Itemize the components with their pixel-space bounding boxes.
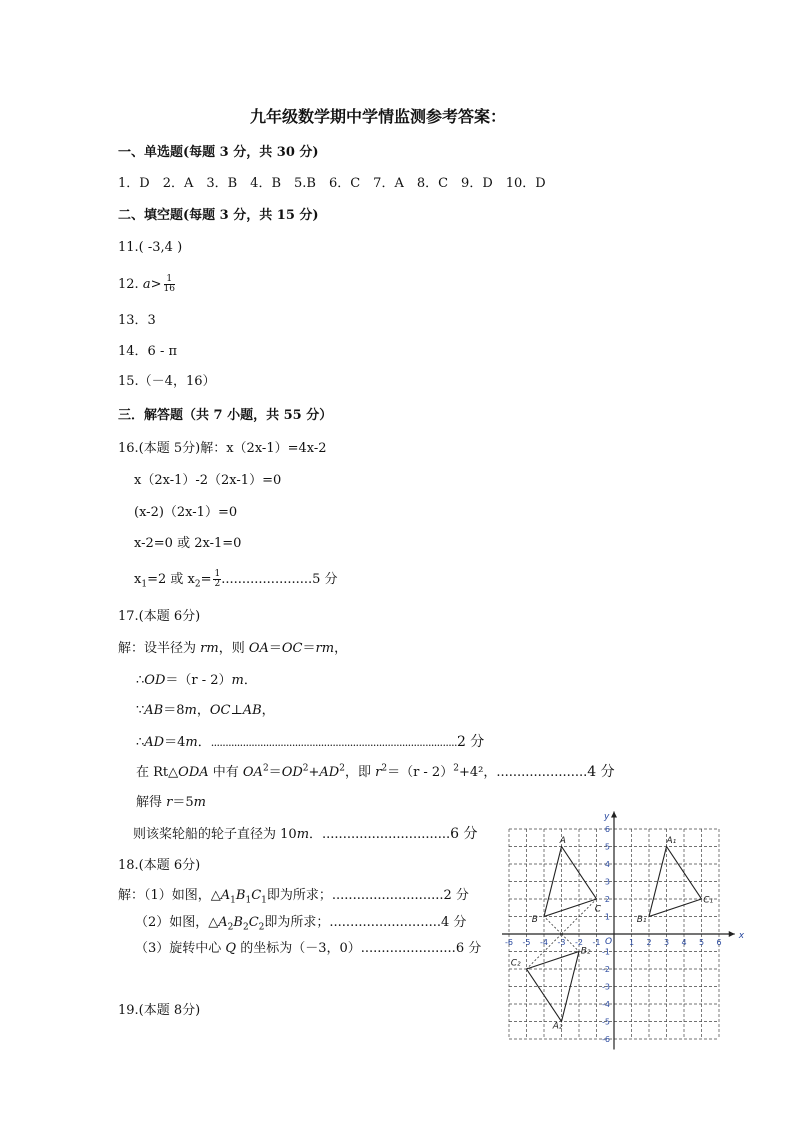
q17-line-6: [136, 795, 206, 811]
y-tick-label: -2: [602, 965, 610, 974]
leader-dots: .....................................................................................: [210, 736, 457, 749]
q17-line-7: [133, 826, 478, 843]
section-1-heading: 一、单选题(每题 3 分，共 30 分): [118, 145, 319, 160]
text: ∴: [136, 735, 145, 750]
text: 的坐标为（－3，0）: [236, 941, 361, 956]
section-3-heading: 三．解答题（共 7 小题，共 55 分）: [118, 408, 333, 423]
subscript: 2: [242, 922, 249, 933]
x-tick-label: 5: [698, 938, 705, 947]
text: ∴: [136, 673, 145, 688]
var: OC: [209, 703, 231, 718]
q17-heading: 17.(本题 6分): [118, 609, 201, 624]
page-title: 九年级数学期中学情监测参考答案：: [250, 107, 507, 126]
point-label-c2: C₂: [510, 958, 521, 969]
y-tick-label: 2: [604, 895, 610, 904]
var: r: [375, 765, 382, 780]
text: 在 Rt△: [136, 765, 179, 780]
text: 即为所求；: [264, 915, 330, 930]
var: m: [296, 827, 310, 842]
y-axis-label: y: [604, 812, 610, 822]
q16-line-4: x-2=0 或 2x-1=0: [134, 536, 242, 551]
var: B: [233, 915, 243, 930]
text: =2 或 x: [147, 572, 195, 587]
text: 中有: [208, 765, 243, 780]
subscript: 1: [261, 895, 267, 906]
var: m: [231, 673, 244, 688]
axes: [502, 812, 745, 1050]
x-tick-label: -6: [505, 938, 513, 947]
text: ，: [261, 703, 275, 718]
var: rm: [315, 641, 335, 656]
q16-line-5: [134, 570, 338, 589]
origin-label: O: [605, 937, 613, 947]
score: 2 分: [443, 888, 469, 903]
point-label-a: A: [559, 836, 566, 846]
var: A: [218, 915, 228, 930]
y-tick-label: 6: [604, 825, 610, 834]
answer-12-fraction: [164, 275, 175, 294]
text: 解：（1）如图，△: [118, 888, 221, 903]
x-axis-arrow: [729, 931, 735, 937]
q17-line-4: [136, 734, 484, 751]
x-tick-label: 6: [716, 938, 722, 947]
score: 4 分: [440, 915, 467, 930]
text: ．: [243, 673, 257, 688]
superscript: 2: [381, 763, 388, 774]
var: m: [193, 795, 206, 810]
answer-13: 13．3: [118, 313, 156, 328]
var: ODA: [178, 765, 209, 780]
var: OD: [144, 673, 166, 688]
answer-15: 15.（－4，16）: [118, 374, 216, 389]
point-label-c: C: [594, 904, 602, 915]
x-tick-label: 1: [628, 938, 635, 947]
var: OA: [248, 641, 269, 656]
text: ＝: [268, 765, 282, 780]
y-tick-label: 5: [604, 842, 610, 852]
point-label-c1: C₁: [703, 895, 714, 906]
q18-line-3: [135, 941, 481, 957]
text: =: [200, 572, 212, 587]
coordinate-figure: [492, 800, 745, 1050]
answer-14: 14．6 - π: [118, 344, 178, 359]
q18-line-1: [118, 888, 469, 904]
fraction-denominator: 2: [214, 579, 221, 589]
leader-dots: ...........................: [331, 888, 444, 903]
y-tick-label: 1: [604, 912, 610, 922]
x-tick-label: -3: [557, 938, 566, 947]
text: ，: [196, 703, 210, 718]
text: 则该桨轮船的轮子直径为 10: [133, 827, 297, 842]
text: ＝4: [164, 735, 186, 750]
x-tick-label: -4: [540, 938, 548, 947]
y-tick-label: 4: [604, 860, 610, 869]
x-tick-label: -1: [592, 938, 601, 947]
text: ．: [197, 735, 211, 750]
y-tick-label: -6: [602, 1035, 610, 1044]
leader-dots: ......................: [221, 572, 313, 587]
superscript: 2: [302, 763, 309, 774]
q19-heading: 19.(本题 8分): [118, 1003, 201, 1018]
superscript: 2: [339, 763, 345, 774]
text: +: [308, 765, 320, 780]
var: AB: [144, 703, 164, 718]
text: 解得: [136, 795, 167, 810]
score: 6 分: [450, 826, 478, 842]
y-tick-label: -1: [602, 947, 610, 957]
leader-dots: ...........................: [329, 915, 441, 930]
subscript: 2: [227, 922, 234, 933]
text: 即为所求；: [266, 888, 332, 903]
var: C: [251, 888, 262, 903]
text: 解：设半径为: [118, 641, 201, 656]
fraction-numerator: 1: [214, 569, 221, 579]
leader-dots: ...............................: [322, 827, 451, 842]
answer-11: 11.( -3,4 ): [118, 240, 183, 255]
superscript: 2: [453, 763, 459, 774]
score: 6 分: [455, 941, 482, 956]
subscript: 1: [141, 579, 148, 590]
text: ．: [309, 827, 323, 842]
subscript: 2: [194, 579, 201, 590]
var: r: [166, 795, 173, 810]
text: +4²，: [458, 765, 497, 780]
subscript: 1: [245, 895, 252, 906]
var: Q: [225, 941, 237, 956]
point-label-a1: A₁: [666, 836, 677, 846]
text: ＝（r - 2）: [387, 765, 454, 780]
text: ∵: [136, 703, 145, 718]
leader-dots: .......................: [360, 941, 456, 956]
x-tick-label: 3: [663, 938, 670, 947]
q17-line-1: [118, 641, 347, 657]
text: ＝8: [163, 703, 185, 718]
var: rm: [200, 641, 219, 656]
var: m: [184, 703, 197, 718]
text: （2）如图，△: [135, 915, 219, 930]
text: ＝5: [172, 795, 194, 810]
section-2-heading: 二、填空题(每题 3 分，共 15 分): [118, 208, 319, 223]
q17-line-2: [136, 673, 257, 689]
score: 5 分: [312, 572, 338, 587]
fraction-numerator: 1: [164, 275, 175, 285]
answer-12-var: a: [142, 277, 151, 292]
q17-line-3: [136, 703, 275, 719]
text: ，即: [344, 765, 376, 780]
text: ⊥: [230, 703, 243, 718]
point-label-a2: A₂: [552, 1021, 563, 1032]
answer-12: [118, 275, 175, 294]
subscript: 2: [258, 922, 265, 933]
var: AD: [319, 765, 340, 780]
answer-12-op: >: [150, 277, 162, 292]
var: OD: [281, 765, 303, 780]
subscript: 1: [230, 895, 236, 906]
leader-dots: ......................: [496, 765, 588, 780]
text: x: [134, 572, 142, 587]
x-tick-label: -2: [575, 938, 583, 947]
var: B: [235, 888, 246, 903]
var: C: [248, 915, 259, 930]
score: 4 分: [587, 764, 615, 780]
q18-line-2: [135, 915, 466, 931]
x-axis-label: x: [738, 931, 745, 941]
fraction-denominator: 16: [163, 284, 175, 294]
var: OC: [281, 641, 303, 656]
q18-heading: 18.(本题 6分): [118, 858, 201, 873]
score: 2 分: [456, 734, 485, 750]
y-axis-arrow: [611, 812, 617, 818]
section-1-answers: 1．D 2．A 3．B 4．B 5.B 6．C 7．A 8．C 9．D 10．D: [118, 176, 546, 191]
x-tick-label: 2: [646, 938, 652, 947]
y-tick-label: 3: [604, 877, 610, 887]
q17-line-5: [136, 764, 615, 781]
text: ＝: [302, 641, 316, 656]
rotation-helper-line: [544, 917, 562, 935]
text: ＝: [268, 641, 282, 656]
superscript: 2: [262, 763, 269, 774]
point-label-b2: B₂: [580, 946, 591, 957]
text: ，则: [218, 641, 249, 656]
point-label-b: B: [531, 914, 538, 925]
var: AB: [242, 703, 262, 718]
answer-12-prefix: 12.: [118, 277, 139, 292]
y-tick-label: -4: [602, 1000, 610, 1009]
text: ＝（r - 2）: [165, 673, 232, 688]
var: AD: [144, 735, 165, 750]
q16-line-2: x（2x-1）-2（2x-1）=0: [134, 473, 282, 488]
var: OA: [242, 765, 263, 780]
y-tick-label: -5: [602, 1017, 610, 1027]
text: （3）旋转中心: [135, 941, 226, 956]
var: m: [185, 735, 198, 750]
y-tick-label: -3: [602, 982, 610, 992]
q16-line-3: (x-2)（2x-1）=0: [134, 505, 238, 520]
x-tick-label: 4: [681, 938, 687, 947]
q16-line-1: 16.(本题 5分)解：x（2x-1）=4x-2: [118, 441, 327, 456]
text: ，: [334, 641, 348, 656]
var: A: [220, 888, 231, 903]
x-tick-label: -5: [522, 938, 531, 947]
point-label-b1: B₁: [636, 914, 647, 925]
